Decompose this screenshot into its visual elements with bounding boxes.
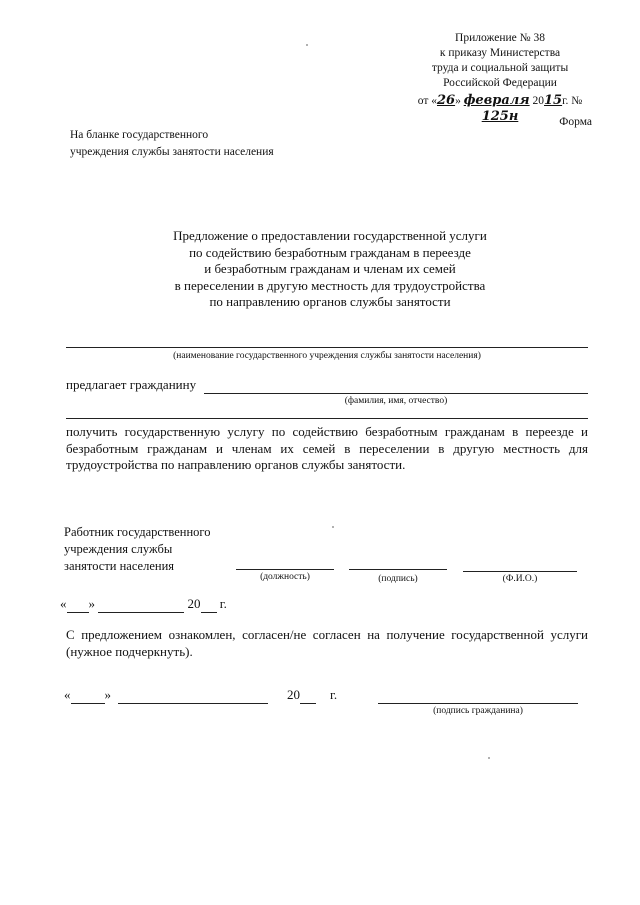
handwritten-number: 125н xyxy=(481,109,519,124)
letterhead-note xyxy=(70,127,274,161)
citizen-name-field[interactable] xyxy=(204,393,588,394)
scan-speck xyxy=(332,526,334,528)
date-prefix: от « xyxy=(417,95,437,107)
title-line-2: по содействию безработным гражданам в переезде xyxy=(189,244,471,260)
appendix-block xyxy=(400,31,600,125)
body-paragraph: получить государственную услугу по содействию безработным гражданам в переезде и безработным гражданам и членам их семей в переселении в другую местность для трудоустройства по направлению органов службы занятости. xyxy=(66,424,588,472)
title-line-4: в переселении в другую местность для трудоустройства xyxy=(174,277,486,293)
year-prefix: 20 xyxy=(532,95,544,107)
worker-line-2: учреждения службы xyxy=(64,542,173,556)
date-1-month-field[interactable] xyxy=(98,596,184,613)
appendix-line-2: к приказу Министерства xyxy=(439,47,561,59)
date-2-day-field[interactable] xyxy=(71,687,105,704)
worker-line-1: Работник государственного xyxy=(64,525,211,539)
date-2-year xyxy=(287,687,316,704)
scan-speck xyxy=(306,44,308,46)
date-1 xyxy=(60,596,227,613)
worker-fio-caption: (Ф.И.О.) xyxy=(502,574,538,584)
handwritten-day: 26 xyxy=(436,93,456,108)
date-1-year-field[interactable] xyxy=(201,596,217,613)
document-title xyxy=(120,228,540,311)
worker-signature-field[interactable] xyxy=(349,569,447,570)
scan-speck xyxy=(488,757,490,759)
citizen-name-field-continued[interactable] xyxy=(66,418,588,419)
appendix-line-1: Приложение № 38 xyxy=(455,32,545,44)
date-1-open: « xyxy=(60,596,67,611)
date-2-suffix: г. xyxy=(330,687,338,702)
acknowledgement-paragraph: С предложением ознакомлен, согласен/не согласен на получение государственной услуги (нужное подчеркнуть). xyxy=(66,627,588,659)
title-line-3: и безработным гражданам и членам их семей xyxy=(204,261,456,276)
title-line-1: Предложение о предоставлении государственной услуги xyxy=(173,228,487,243)
date-1-close: » xyxy=(88,596,95,611)
handwritten-year: 15 xyxy=(544,93,563,108)
date-2-open: « xyxy=(64,687,71,702)
worker-line-3: занятости населения xyxy=(64,559,175,573)
form-label: Форма xyxy=(559,116,592,128)
handwritten-month: февраля xyxy=(463,93,530,108)
position-caption: (должность) xyxy=(260,572,310,582)
worker-signature-caption: (подпись) xyxy=(378,574,418,584)
date-1-day-field[interactable] xyxy=(67,596,89,613)
date-1-suffix: г. xyxy=(219,596,227,611)
citizen-signature-caption: (подпись гражданина) xyxy=(433,706,523,716)
date-2-month-field[interactable] xyxy=(118,687,268,704)
letterhead-line-2: учреждения службы занятости населения xyxy=(70,146,274,158)
date-sep: » xyxy=(455,95,461,107)
date-1-century: 20 xyxy=(187,596,201,611)
letterhead-line-1: На бланке государственного xyxy=(70,129,209,141)
date-2-close: » xyxy=(104,687,111,702)
institution-name-field[interactable] xyxy=(66,347,588,348)
title-line-5: по направлению органов службы занятости xyxy=(209,294,451,309)
appendix-line-3: труда и социальной защиты xyxy=(431,62,569,74)
worker-fio-field[interactable] xyxy=(463,571,577,572)
position-field[interactable] xyxy=(236,569,334,570)
institution-caption: (наименование государственного учреждения службы занятости населения) xyxy=(173,351,481,361)
appendix-line-4: Российской Федерации xyxy=(443,77,557,89)
date-2-year-field[interactable] xyxy=(300,687,316,704)
date-2-century: 20 xyxy=(287,687,300,702)
number-prefix: г. № xyxy=(562,95,583,107)
offer-label: предлагает гражданину xyxy=(66,377,197,392)
worker-label xyxy=(64,524,210,575)
date-2 xyxy=(64,687,364,704)
citizen-name-caption: (фамилия, имя, отчество) xyxy=(344,396,448,406)
citizen-signature-field[interactable] xyxy=(378,703,578,704)
